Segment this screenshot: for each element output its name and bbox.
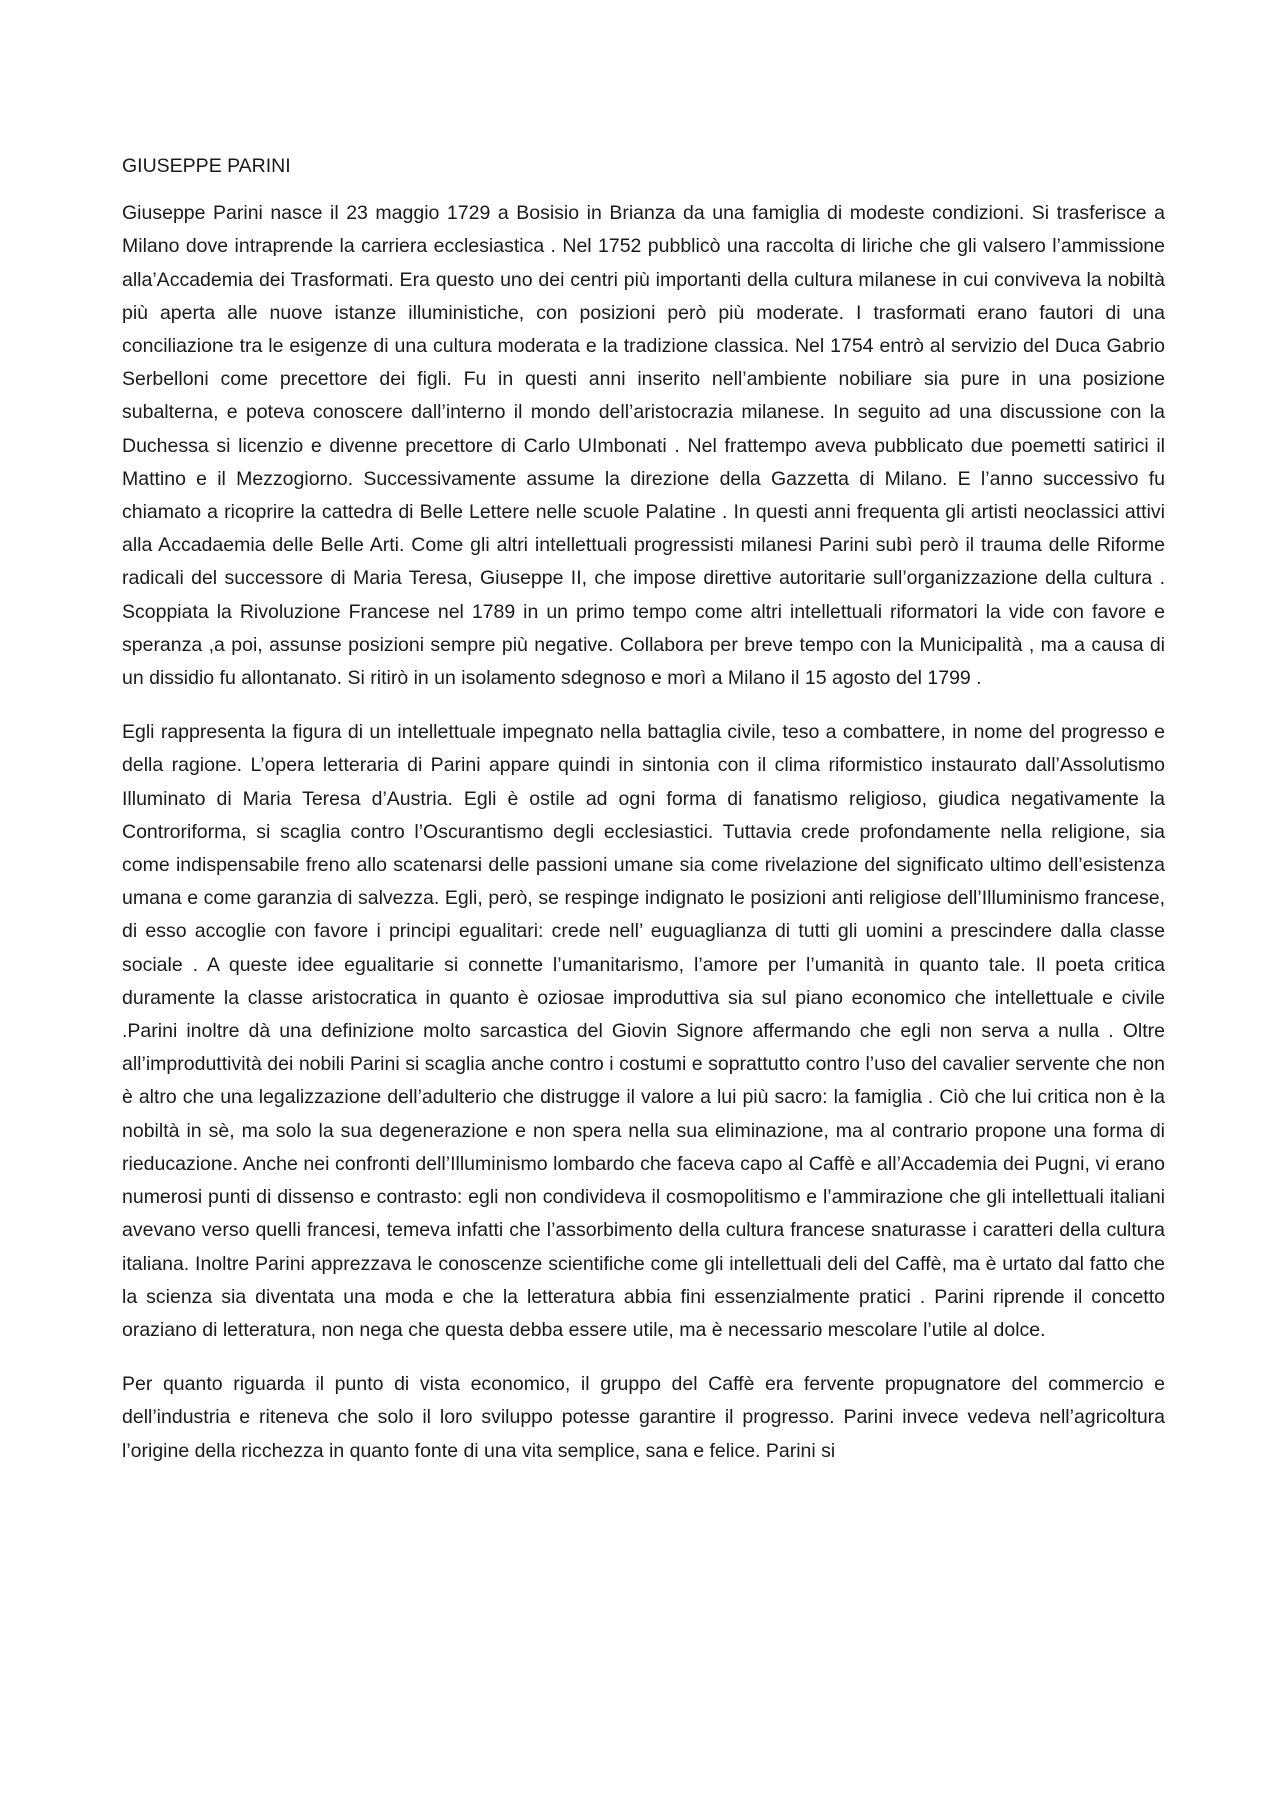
document-body (122, 150, 1165, 1489)
document-title: GIUSEPPE PARINI (122, 155, 291, 177)
paragraph-thought: Egli rappresenta la figura di un intellettuale impegnato nella battaglia civile, teso a combattere, in nome del progresso e della ragione. L’opera letteraria di Parini appare quindi in sintonia con il clima riformistico instaurato dall’Assolutismo Illuminato di Maria Teresa d’Austria. Egli è ostile ad ogni forma di fanatismo religioso, giudica negativamente la Controriforma, si scaglia contro l’Oscurantismo degli ecclesiastici. Tuttavia crede profondamente nella religione, sia come indispensabile freno allo scatenarsi delle passioni umane sia come rivelazione del significato ultimo dell’esistenza umana e come garanzia di salvezza. Egli, però, se respinge indignato le posizioni anti religiose dell’Illuminismo francese, di esso accoglie con favore i principi egualitari: crede nell’ euguaglianza di tutti gli uomini a prescindere dalla classe sociale . A queste idee egualitarie si connette l’umanitarismo, l’amore per l’umanità in quanto tale. Il poeta critica duramente la classe aristocratica in quanto è oziosae improduttiva sia sul piano economico che intellettuale e civile .Parini inoltre dà una definizione molto sarcastica del Giovin Signore affermando che egli non serva a nulla . Oltre all’improduttività dei nobili Parini si scaglia anche contro i costumi e soprattutto contro l’uso del cavalier servente che non è altro che una legalizzazione dell’adulterio che distrugge il valore a lui più sacro: la famiglia . Ciò che lui critica non è la nobiltà in sè, ma solo la sua degenerazione e non spera nella sua eliminazione, ma al contrario propone una forma di rieducazione. Anche nei confronti dell’Illuminismo lombardo che faceva capo al Caffè e all’Accademia dei Pugni, vi erano numerosi punti di dissenso e contrasto: egli non condivideva il cosmopolitismo e l’ammirazione che gli intellettuali italiani avevano verso quelli francesi, temeva infatti che l’assorbimento della cultura francese snaturasse i caratteri della cultura italiana. Inoltre Parini apprezzava le conoscenze scientifiche come gli intellettuali deli del Caffè, ma è urtato dal fatto che la scienza sia diventata una moda e che la letteratura abbia fini essenzialmente pratici . Parini riprende il concetto oraziano di letteratura, non nega che questa debba essere utile, ma è necessario mescolare l’utile al dolce. (122, 721, 1165, 1341)
paragraph-economy: Per quanto riguarda il punto di vista economico, il gruppo del Caffè era fervente propugnatore del commercio e dell’industria e riteneva che solo il loro sviluppo potesse garantire il progresso. Parini invece vedeva nell’agricoltura l’origine della ricchezza in quanto fonte di una vita semplice, sana e felice. Parini si (122, 1373, 1165, 1462)
paragraph-biography: Giuseppe Parini nasce il 23 maggio 1729 a Bosisio in Brianza da una famiglia di modeste condizioni. Si trasferisce a Milano dove intraprende la carriera ecclesiastica . Nel 1752 pubblicò una raccolta di liriche che gli valsero l’ammissione alla’Accademia dei Trasformati. Era questo uno dei centri più importanti della cultura milanese in cui conviveva la nobiltà più aperta alle nuove istanze illuministiche, con posizioni però più moderate. I trasformati erano fautori di una conciliazione tra le esigenze di una cultura moderata e la tradizione classica. Nel 1754 entrò al servizio del Duca Gabrio Serbelloni come precettore dei figli. Fu in questi anni inserito nell’ambiente nobiliare sia pure in una posizione subalterna, e poteva conoscere dall’interno il mondo dell’aristocrazia milanese. In seguito ad una discussione con la Duchessa si licenzio e divenne precettore di Carlo UImbonati . Nel frattempo aveva pubblicato due poemetti satirici il Mattino e il Mezzogiorno. Successivamente assume la direzione della Gazzetta di Milano. E l’anno successivo fu chiamato a ricoprire la cattedra di Belle Lettere nelle scuole Palatine . In questi anni frequenta gli artisti neoclassici attivi alla Accadaemia delle Belle Arti. Come gli altri intellettuali progressisti milanesi Parini subì però il trauma delle Riforme radicali del successore di Maria Teresa, Giuseppe II, che impose direttive autoritarie sull’organizzazione della cultura . Scoppiata la Rivoluzione Francese nel 1789 in un primo tempo come altri intellettuali riformatori la vide con favore e speranza ,a poi, assunse posizioni sempre più negative. Collabora per breve tempo con la Municipalità , ma a causa di un dissidio fu allontanato. Si ritirò in un isolamento sdegnoso e morì a Milano il 15 agosto del 1799 . (122, 202, 1165, 690)
